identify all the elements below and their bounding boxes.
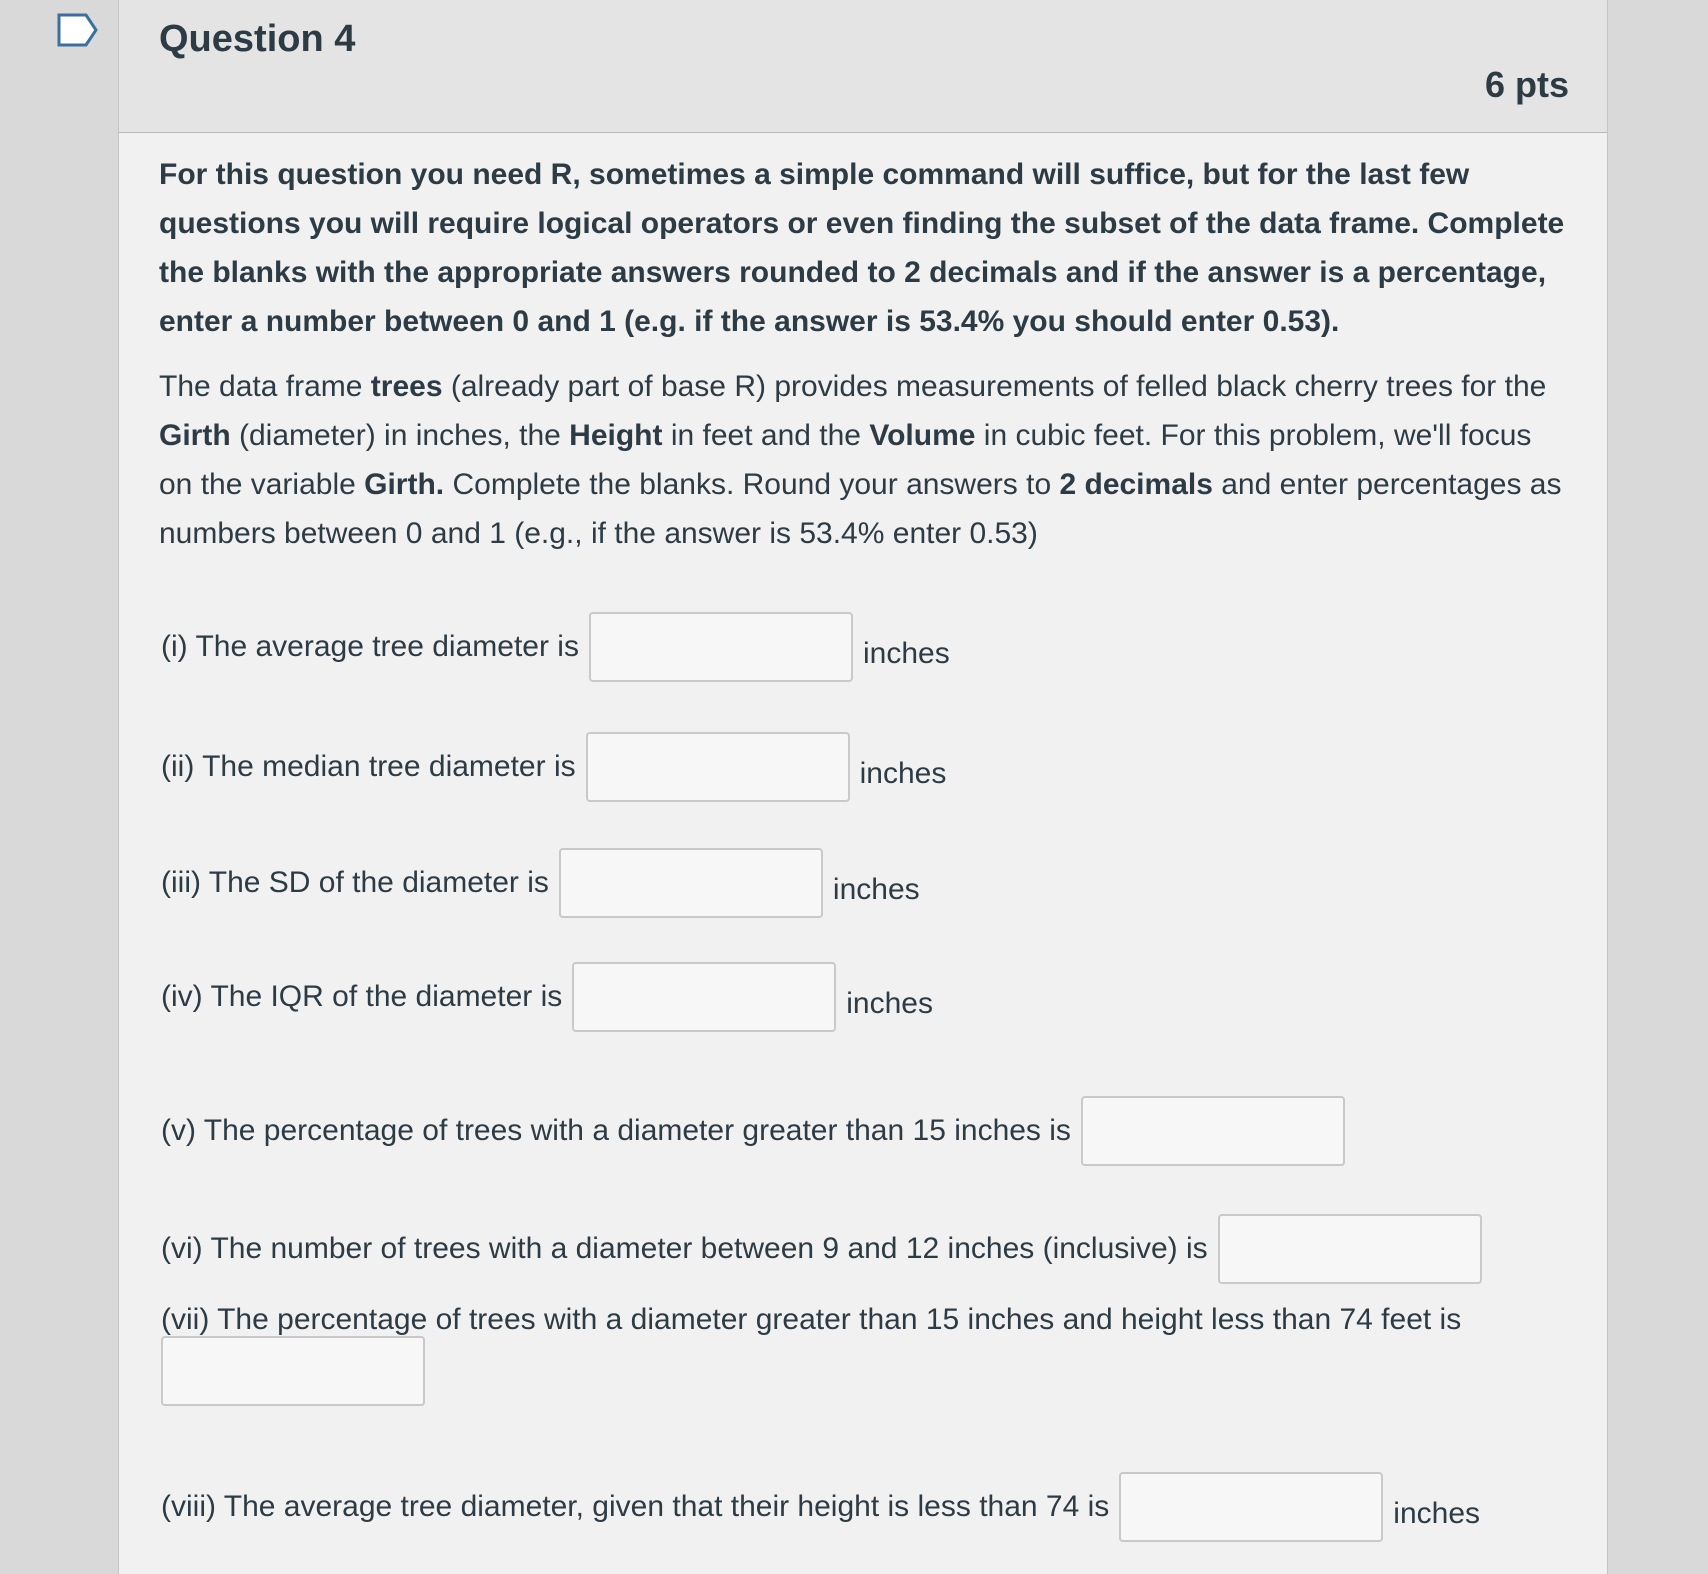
question-body xyxy=(159,150,1569,574)
answer-input-8[interactable] xyxy=(1119,1472,1383,1542)
item-label: (iii) The SD of the diameter is xyxy=(161,866,549,899)
item-label: (i) The average tree diameter is xyxy=(161,630,579,663)
unit-label: inches xyxy=(862,637,950,670)
question-item-8 xyxy=(161,1472,1480,1542)
unit-label: inches xyxy=(859,757,947,790)
answer-input-5[interactable] xyxy=(1081,1096,1345,1166)
question-points: 6 pts xyxy=(1484,64,1569,105)
question-item-2 xyxy=(161,732,946,802)
answer-input-2[interactable] xyxy=(586,732,850,802)
unit-label: inches xyxy=(832,873,920,906)
unit-label: inches xyxy=(1393,1497,1480,1530)
answer-input-7[interactable] xyxy=(161,1336,425,1406)
question-item-6 xyxy=(161,1214,1492,1284)
question-card xyxy=(118,0,1608,1574)
answer-input-4[interactable] xyxy=(572,962,836,1032)
item-label: (viii) The average tree diameter, given that their height is less than 74 is xyxy=(161,1490,1110,1523)
item-label: (vi) The number of trees with a diameter between 9 and 12 inches (inclusive) is xyxy=(161,1232,1208,1265)
question-header xyxy=(119,0,1607,133)
unit-label: inches xyxy=(846,987,933,1020)
question-item-5 xyxy=(161,1096,1355,1166)
question-item-3 xyxy=(161,848,920,918)
item-label: (v) The percentage of trees with a diameter greater than 15 inches is xyxy=(161,1114,1071,1147)
question-item-7-input xyxy=(151,1336,435,1406)
question-item-1 xyxy=(161,612,950,682)
question-item-7-label xyxy=(161,1300,1461,1340)
answer-input-3[interactable] xyxy=(559,848,823,918)
question-title: Question 4 xyxy=(159,18,356,60)
instructions-paragraph: For this question you need R, sometimes a simple command will suffice, but for the last few questions you will require logical operators or even finding the subset of the data frame. Complete the blanks with the appropriate answers rounded to 2 decimals and if the answer is a percentage, enter a number between 0 and 1 (e.g. if the answer is 53.4% you should enter 0.53). xyxy=(159,158,1565,338)
item-label: (ii) The median tree diameter is xyxy=(161,750,576,783)
question-item-4 xyxy=(161,962,933,1032)
item-label: (iv) The IQR of the diameter is xyxy=(161,980,563,1013)
bookmark-flag-icon[interactable] xyxy=(56,12,100,48)
item-label: (vii) The percentage of trees with a diameter greater than 15 inches and height less than 74 feet is xyxy=(161,1303,1462,1336)
dataset-description: The data frame trees (already part of base R) provides measurements of felled black cherry trees for the Girth (diameter) in inches, the Height in feet and the Volume in cubic feet. For this problem, we'll focus on the variable Girth. Complete the blanks. Round your answers to 2 decimals and enter percentages as numbers between 0 and 1 (e.g., if the answer is 53.4% enter 0.53) xyxy=(159,370,1562,550)
answer-input-1[interactable] xyxy=(589,612,853,682)
answer-input-6[interactable] xyxy=(1218,1214,1482,1284)
